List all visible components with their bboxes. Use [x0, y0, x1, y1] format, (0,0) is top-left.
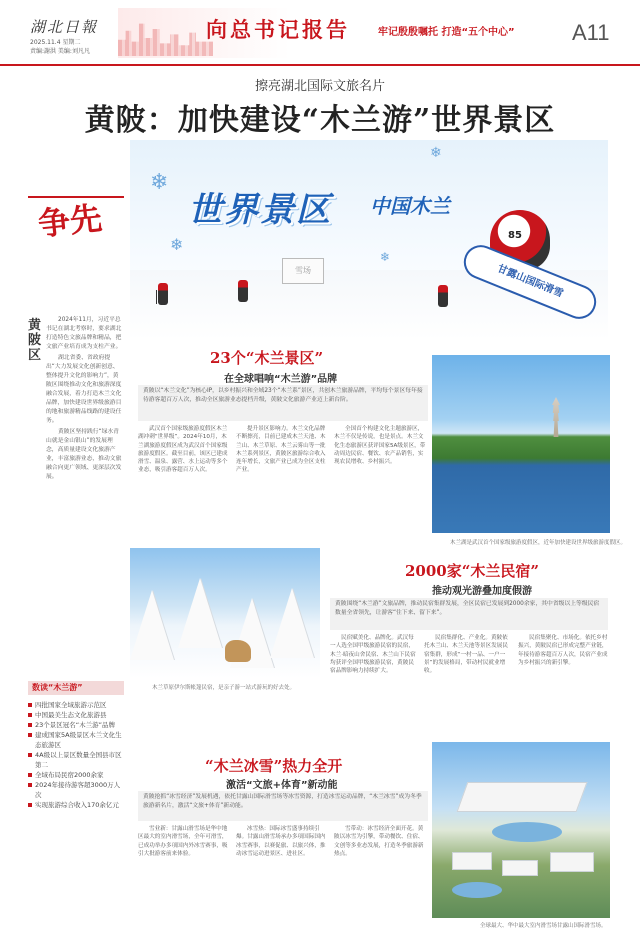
lake-photo — [432, 355, 610, 533]
photo-caption: 全球最大、华中最大室内滑雪场甘露山国际滑雪场。 — [480, 923, 607, 929]
body-column — [424, 634, 512, 676]
intro-paragraph: 2024年11月，习近平总书记在湖北考察时，要求湖北打造特色文旅品牌和精品，把文旅产业培育成为支柱产业。 — [46, 317, 122, 350]
left-column — [28, 196, 124, 931]
intro-article — [46, 316, 124, 484]
snowflake-icon: ❄ — [170, 235, 184, 254]
section-body — [138, 825, 428, 925]
snowboard: 甘露山国际滑雪 — [459, 240, 602, 324]
body-column — [138, 825, 230, 859]
section-lead: 黄陂围绕“木兰游”文旅品牌，推动民宿集群发展，全区民宿已发展到2000余家，其中省级以上等级民宿数量全省领先，让游客“住下来、留下来”。 — [330, 598, 608, 630]
list-item: 全域布局民宿2000余家 — [28, 770, 124, 780]
main-headline: 黄陂：加快建设“木兰游”世界景区 — [84, 103, 556, 138]
list-item: 2024年接待游客超3000万人次 — [28, 780, 124, 800]
body-column — [334, 825, 428, 859]
list-item: 中国最美生态文化旅游县 — [28, 710, 124, 720]
list-item: 4A级以上景区数量全国县市区第二 — [28, 750, 124, 770]
snowboarder-graphic — [460, 210, 608, 310]
section-title: “木兰冰雪”热力全开 — [205, 757, 343, 775]
resort-photo — [432, 742, 610, 918]
section-subtitle: 在全球唱响“木兰游”品牌 — [224, 374, 338, 385]
list-item: 建成国家5A级景区木兰文化生态旅游区 — [28, 730, 124, 750]
divider — [28, 196, 124, 198]
body-paragraph: 武汉首个国家级旅游度假区木兰湖冲刺“世界级”。2024年10月，木兰湖旅游度假区成为武汉首个国家级旅游度假区。截至目前，该区已建成滑雪、温泉、露营、水上运动等多个业态，吸引游客超百万人次。 — [138, 426, 228, 474]
page-number: A11 — [572, 20, 610, 45]
masthead — [0, 0, 640, 66]
hero-small-text: 中国木兰 — [370, 194, 450, 218]
body-column — [236, 425, 328, 476]
tent-photo — [130, 548, 320, 678]
newspaper-brand: 湖北日報 — [30, 18, 99, 36]
data-box-title: 数读“木兰游” — [28, 681, 124, 695]
building — [502, 860, 538, 876]
building — [550, 852, 594, 872]
snowflake-icon: ❄ — [150, 170, 169, 195]
body-column — [334, 425, 428, 467]
headline-kicker: 擦亮湖北国际文旅名片 — [254, 79, 385, 94]
body-paragraph: 雪带动：冰雪经济全面开花。黄陂以冰雪为引擎，带动餐饮、住宿、文创等多业态发展，打造冬季旅游新热点。 — [334, 826, 424, 857]
body-paragraph: 全国首个构建文化主题旅游区，木兰不仅是传说，也是景点。木兰文化生态旅游区获评国家5A级景区，带动周边民宿、餐饮、农产品销售，实现农民增收、乡村振兴。 — [334, 426, 426, 466]
pagoda — [552, 397, 560, 437]
banner-title: 向总书记报告 — [206, 17, 350, 42]
hero-big-text: 世界景区 — [188, 190, 332, 230]
section-lead: 黄陂抢抓“冰雪经济”发展机遇，依托甘露山国际滑雪场等冰雪资源，打造冰雪运动品牌，“木兰冰雪”成为冬季旅游新名片，激活“文旅+体育”新动能。 — [138, 791, 428, 821]
rider-number: 85 — [508, 230, 522, 241]
list-item: 实现旅游综合收入170余亿元 — [28, 800, 124, 810]
photo-caption: 木兰草原伊尔斯帐篷民宿，是亲子游一站式游玩的好去处。 — [152, 685, 296, 691]
hero-illustration — [130, 140, 608, 340]
tent — [178, 578, 222, 648]
intro-paragraph: 黄陂区坚持践行“绿水青山就是金山银山”的发展理念，高质量建设文化旅游产业，丰富旅游业态，推动文旅融合向更广领域、更深层次发展。 — [46, 429, 122, 480]
section-subtitle: 推动观光游叠加度假游 — [432, 586, 532, 597]
region-label: 黄陂区 — [28, 318, 42, 363]
snowflake-icon: ❄ — [380, 250, 391, 264]
ski-hut: 雪场 — [282, 258, 324, 284]
skier-figure — [158, 283, 168, 305]
body-column — [518, 634, 608, 668]
skyline-graphic — [118, 20, 213, 56]
section-lead: 黄陂以“木兰文化”为核心IP，以乡村振兴和全域23个“木兰系”景区，共创木兰旅游品牌，平均每个景区每年接待游客超百万人次，推动全区旅游业态提档升级，黄陂文化旅游产业迈上新台阶。 — [138, 385, 428, 421]
ski-dome — [457, 782, 588, 812]
list-item: 四批国家全域旅游示范区 — [28, 700, 124, 710]
pond — [492, 822, 562, 842]
skier-figure — [438, 285, 448, 307]
body-column — [236, 825, 328, 859]
body-paragraph: 冰雪热：国际冰雪盛事持续引爆。甘露山滑雪场承办多项国际国内冰雪赛事，以赛促旅、以旅兴体，推动冰雪运动进景区、进社区。 — [236, 826, 326, 857]
date-text: 2025.11.4 星期二 — [30, 39, 81, 46]
editor-text: 责编:謝洪 美编:刘凡凡 — [30, 48, 90, 55]
column-stamp: 争先 — [36, 198, 104, 244]
body-paragraph: 民宿赋美化、品牌化。武汉每一人选全国甲级旅游民宿的民宿，木兰·暗夜山舍民宿、木兰山下民宿均获评全国甲级旅游民宿，黄陂民宿品牌影响力持续扩大。 — [330, 635, 416, 675]
section-title: 23个“木兰景区” — [210, 349, 324, 367]
camel — [225, 640, 251, 662]
data-list — [28, 700, 124, 810]
section-title: 2000家“木兰民宿” — [405, 562, 540, 580]
tent — [130, 590, 174, 660]
list-item: 23个景区冠名“木兰游”品牌 — [28, 720, 124, 730]
body-column — [138, 425, 230, 476]
body-paragraph: 民宿集群化、产业化。黄陂依托木兰山、木兰天池等景区发展民宿集群，形成“一村一品、一户一景”的发展格局，带动村民就业增收。 — [424, 635, 508, 675]
body-paragraph: 提升景区影响力。木兰文化品牌不断擦亮，目前已建成木兰天池、木兰山、木兰草原、木兰云雾山等一批木兰系列景区，黄陂区旅游综合收入连年增长，文旅产业已成为全区支柱产业。 — [236, 426, 326, 474]
tent — [270, 588, 314, 658]
intro-paragraph: 湖北省委、省政府提出“大力发展文化创新创意、整体提升文化的影响力”，黄陂区围绕推动文化和旅游深度融合发展，着力打造木兰文化品牌，加快建设世界级旅游目的地和旅游精品线路的建设任务。 — [46, 355, 122, 424]
section-body — [138, 425, 428, 537]
ski-pole — [156, 290, 157, 304]
date-line — [30, 38, 90, 56]
skier-figure — [238, 280, 248, 302]
building — [452, 852, 492, 870]
section-subtitle: 激活“文旅+体育”新动能 — [226, 780, 338, 791]
snowflake-icon: ❄ — [430, 145, 442, 161]
section-body — [330, 634, 608, 732]
body-paragraph: 雪业新：甘露山滑雪场是华中地区最大的室内滑雪场，全年可滑雪，已成功举办多项国内外冰雪赛事，吸引大批游客前来体验。 — [138, 826, 228, 857]
pond — [452, 882, 502, 898]
banner-subtitle: 牢记殷殷嘱托 打造“五个中心” — [378, 27, 515, 38]
body-column — [330, 634, 418, 676]
body-paragraph: 民宿集聚化、市场化。依托乡村振兴，黄陂民宿已形成完整产业链，年接待游客超百万人次，民宿产业成为乡村振兴的新引擎。 — [518, 635, 608, 666]
photo-caption: 木兰湖是武汉首个国家级旅游度假区，近年加快建设世界级旅游度假区。 — [450, 540, 627, 546]
column-banner — [118, 8, 548, 58]
